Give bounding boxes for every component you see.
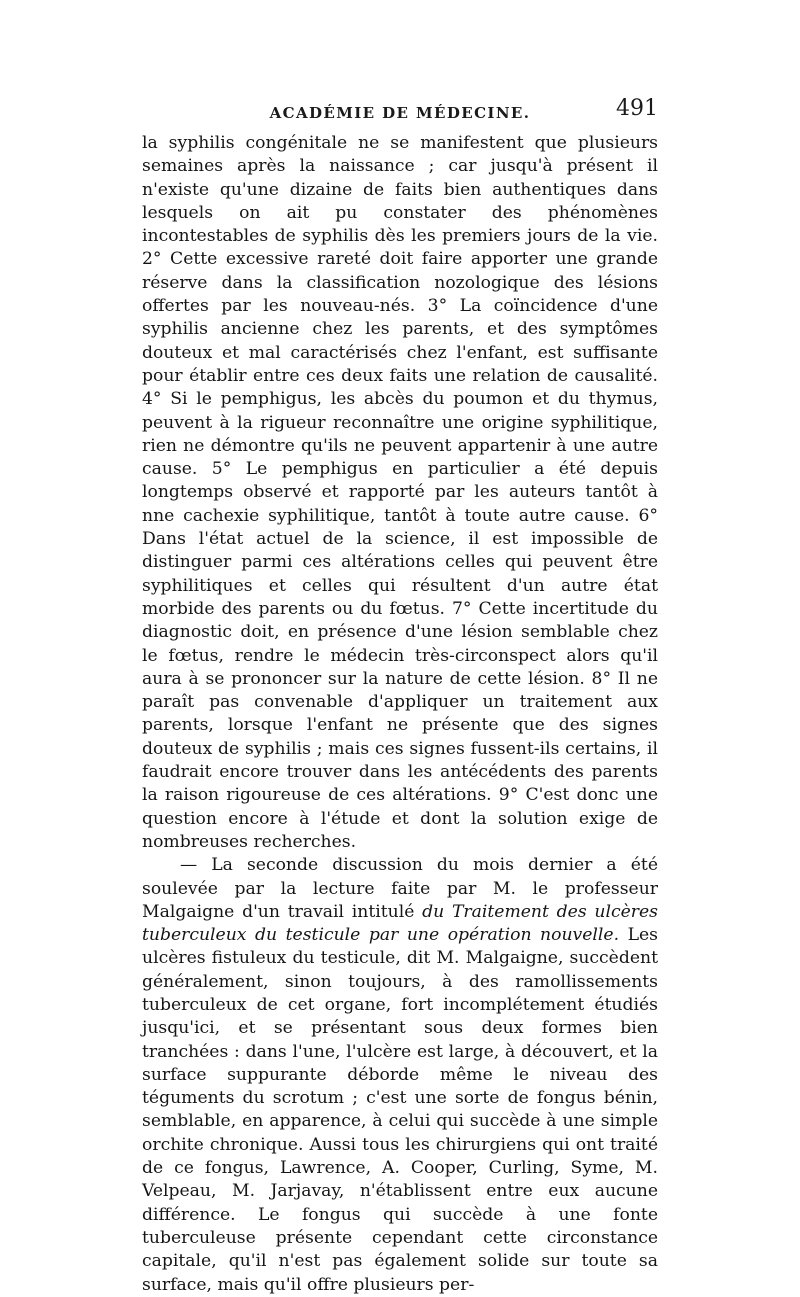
- paragraph-malgaigne: [142, 854, 658, 1297]
- page-number: 491: [616, 96, 658, 121]
- paragraph-rest-text: Les ulcères fistuleux du testicule, dit M. Malgaigne, succèdent généralement, sinon toujours, à des ramollissements tuberculeux de cet organe, fort incomplétement étudiés jusqu'ici, et se présentant sous deux formes bien tranchées : dans l'une, l'ulcère est large, à découvert, et la surface suppurante déborde même le niveau des téguments du scrotum ; c'est une sorte de fongus bénin, semblable, en apparence, à celui qui succède à une simple orchite chronique. Aussi tous les chirurgiens qui ont traité de ce fongus, Lawrence, A. Cooper, Curling, Syme, M. Velpeau, M. Jarjavay, n'établissent entre eux aucune différence. Le fongus qui succède à une fonte tuberculeuse présente cependant cette circonstance capitale, qu'il n'est pas également solide sur toute sa surface, mais qu'il offre plusieurs per-: [142, 925, 658, 1295]
- work-title: du Traitement des ulcères tuberculeux du testicule par une opération nouvelle.: [142, 901, 658, 946]
- paragraph-continuation: la syphilis congénitale ne se manifestent que plusieurs semaines après la naissance ; car jusqu'à présent il n'existe qu'une dizaine de faits bien authentiques dans lesquels on ait pu constater des phénomènes incontestables de syphilis dès les premiers jours de la vie. 2° Cette excessive rareté doit faire apporter une grande réserve dans la classification nozologique des lésions offertes par les nouveau-nés. 3° La coïncidence d'une syphilis ancienne chez les parents, et des symptômes douteux et mal caractérisés chez l'enfant, est suffisante pour établir entre ces deux faits une relation de causalité. 4° Si le pemphigus, les abcès du poumon et du thymus, peuvent à la rigueur reconnaître une origine syphilitique, rien ne démontre qu'ils ne peuvent appartenir à une autre cause. 5° Le pemphigus en particulier a été depuis longtemps observé et rapporté par les auteurs tantôt à nne cachexie syphilitique, tantôt à toute autre cause. 6° Dans l'état actuel de la science, il est impossible de distinguer parmi ces altérations celles qui peuvent être syphilitiques et celles qui résultent d'un autre état morbide des parents ou du fœtus. 7° Cette incertitude du diagnostic doit, en présence d'une lésion semblable chez le fœtus, rendre le médecin très-circonspect alors qu'il aura à se prononcer sur la nature de cette lésion. 8° Il ne paraît pas convenable d'appliquer un traitement aux parents, lorsque l'enfant ne présente que des signes douteux de syphilis ; mais ces signes fussent-ils certains, il faudrait encore trouver dans les antécédents des parents la raison rigoureuse de ces altérations. 9° C'est donc une question encore à l'étude et dont la solution exige de nombreuses recherches.: [142, 133, 658, 852]
- running-title: ACADÉMIE DE MÉDECINE.: [269, 104, 531, 122]
- book-page: [142, 96, 658, 1297]
- running-head: [142, 96, 658, 126]
- paragraph-intro-text: — La seconde discussion du mois dernier a été soulevée par la lecture faite par M. le professeur Malgaigne d'un travail intitulé: [142, 855, 658, 922]
